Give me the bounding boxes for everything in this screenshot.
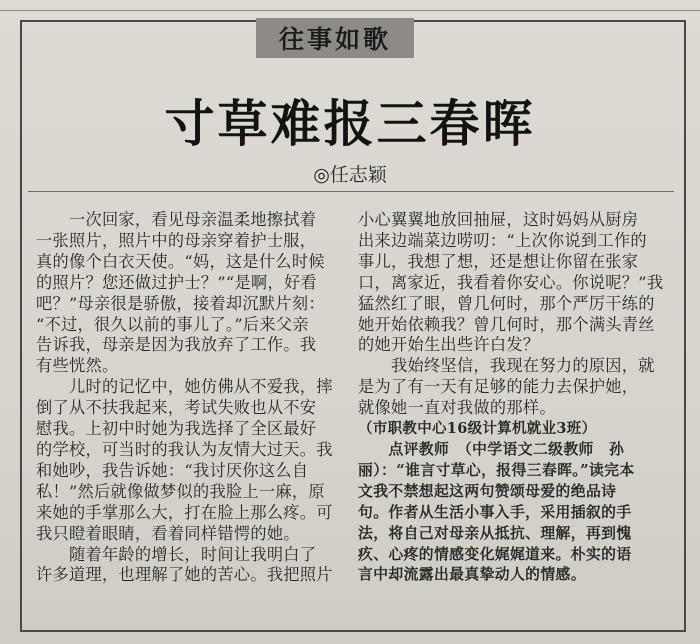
right-column xyxy=(358,210,678,586)
body-text-line: 是为了有一天有足够的能力去保护她， xyxy=(358,377,639,397)
body-text-line: 事儿，我想了想，还是想让你留在张家 xyxy=(358,251,639,271)
teacher-review-line: 法，将自己对母亲从抵抗、理解，再到愧 xyxy=(358,524,632,542)
body-text-line: 猛然红了眼，曾几何时，那个严厉干练的 xyxy=(358,293,655,313)
body-text-line: 小心翼翼地放回抽屉，这时妈妈从厨房 xyxy=(358,210,639,229)
body-text-line: 就像她一直对我做的那样。 xyxy=(358,398,556,418)
body-text-line: 我始终坚信，我现在努力的原因，就 xyxy=(358,356,655,376)
body-text-line: 倒了从不扶我起来，考试失败也从不安 xyxy=(36,398,317,418)
body-text-line: 儿时的记忆中，她仿佛从不爱我，摔 xyxy=(36,377,333,397)
body-text-line: 慰我。上初中时她为我选择了全区最好 xyxy=(36,419,317,439)
author-class-credit: （市职教中心16级计算机就业3班） xyxy=(358,420,597,438)
body-text-line: 私！”然后就像做梦似的我脸上一麻，原 xyxy=(36,481,325,501)
body-text-line: 告诉我，母亲是因为我放弃了工作。我 xyxy=(36,335,317,355)
teacher-review-line: 句。作者从生活小事入手，采用插叙的手 xyxy=(358,503,632,521)
body-text-line: 口，离家近，我看着你安心。你说呢？”我 xyxy=(358,272,664,292)
body-text-line: 有些恍然。 xyxy=(36,356,119,376)
body-text-line: 真的像个白衣天使。“妈，这是什么时候 xyxy=(36,251,325,271)
author-byline: ◎任志颖 xyxy=(313,164,387,186)
body-text-line: 她开始依赖我？曾几何时，那个满头青丝 xyxy=(358,314,655,334)
left-column xyxy=(36,210,360,586)
body-text-line: 吧？”母亲很是骄傲，接着却沉默片刻： xyxy=(36,293,325,313)
body-text-line: 来她的手掌那么大，打在脸上那么疼。可 xyxy=(36,502,333,522)
teacher-review-line: 点评教师 （中学语文二级教师 孙 xyxy=(358,440,625,458)
teacher-review-line: 疚、心疼的情感变化娓娓道来。朴实的语 xyxy=(358,545,632,563)
teacher-review-line: 言中却流露出最真挚动人的情感。 xyxy=(358,566,586,584)
title-divider xyxy=(28,191,674,192)
section-tag xyxy=(256,18,414,58)
body-text-line: 随着年龄的增长，时间让我明白了 xyxy=(36,544,317,564)
body-text-line: 一次回家，看见母亲温柔地擦拭着 xyxy=(36,210,317,229)
body-text-line: 许多道理，也理解了她的苦心。我把照片 xyxy=(36,565,333,585)
teacher-review-line: 文我不禁想起这两句赞颂母爱的绝品诗 xyxy=(358,482,617,500)
body-text-line: 的照片？您还做过护士？”“是啊，好看 xyxy=(36,272,317,292)
top-rule xyxy=(0,10,700,11)
body-text-line: 一张照片，照片中的母亲穿着护士服， xyxy=(36,230,317,250)
body-text-line: 和她吵，我告诉她：“我讨厌你这么自 xyxy=(36,460,309,480)
body-text-line: 的她开始生出些许白发？ xyxy=(358,335,540,355)
body-text-line: 的学校，可当时的我认为友情大过天。我 xyxy=(36,439,333,459)
body-text-line: “不过，很久以前的事儿了。”后来父亲 xyxy=(36,314,309,334)
body-text-line: 出来边端菜边唠叨：“上次你说到工作的 xyxy=(358,230,647,250)
body-text-line: 我只瞪着眼睛，看着同样错愕的她。 xyxy=(36,523,300,543)
article-title: 寸草难报三春晖 xyxy=(164,95,536,153)
section-tag-label: 往事如歌 xyxy=(278,25,391,54)
teacher-review-line: 丽）：“谁言寸草心，报得三春晖。”读完本 xyxy=(358,461,635,479)
